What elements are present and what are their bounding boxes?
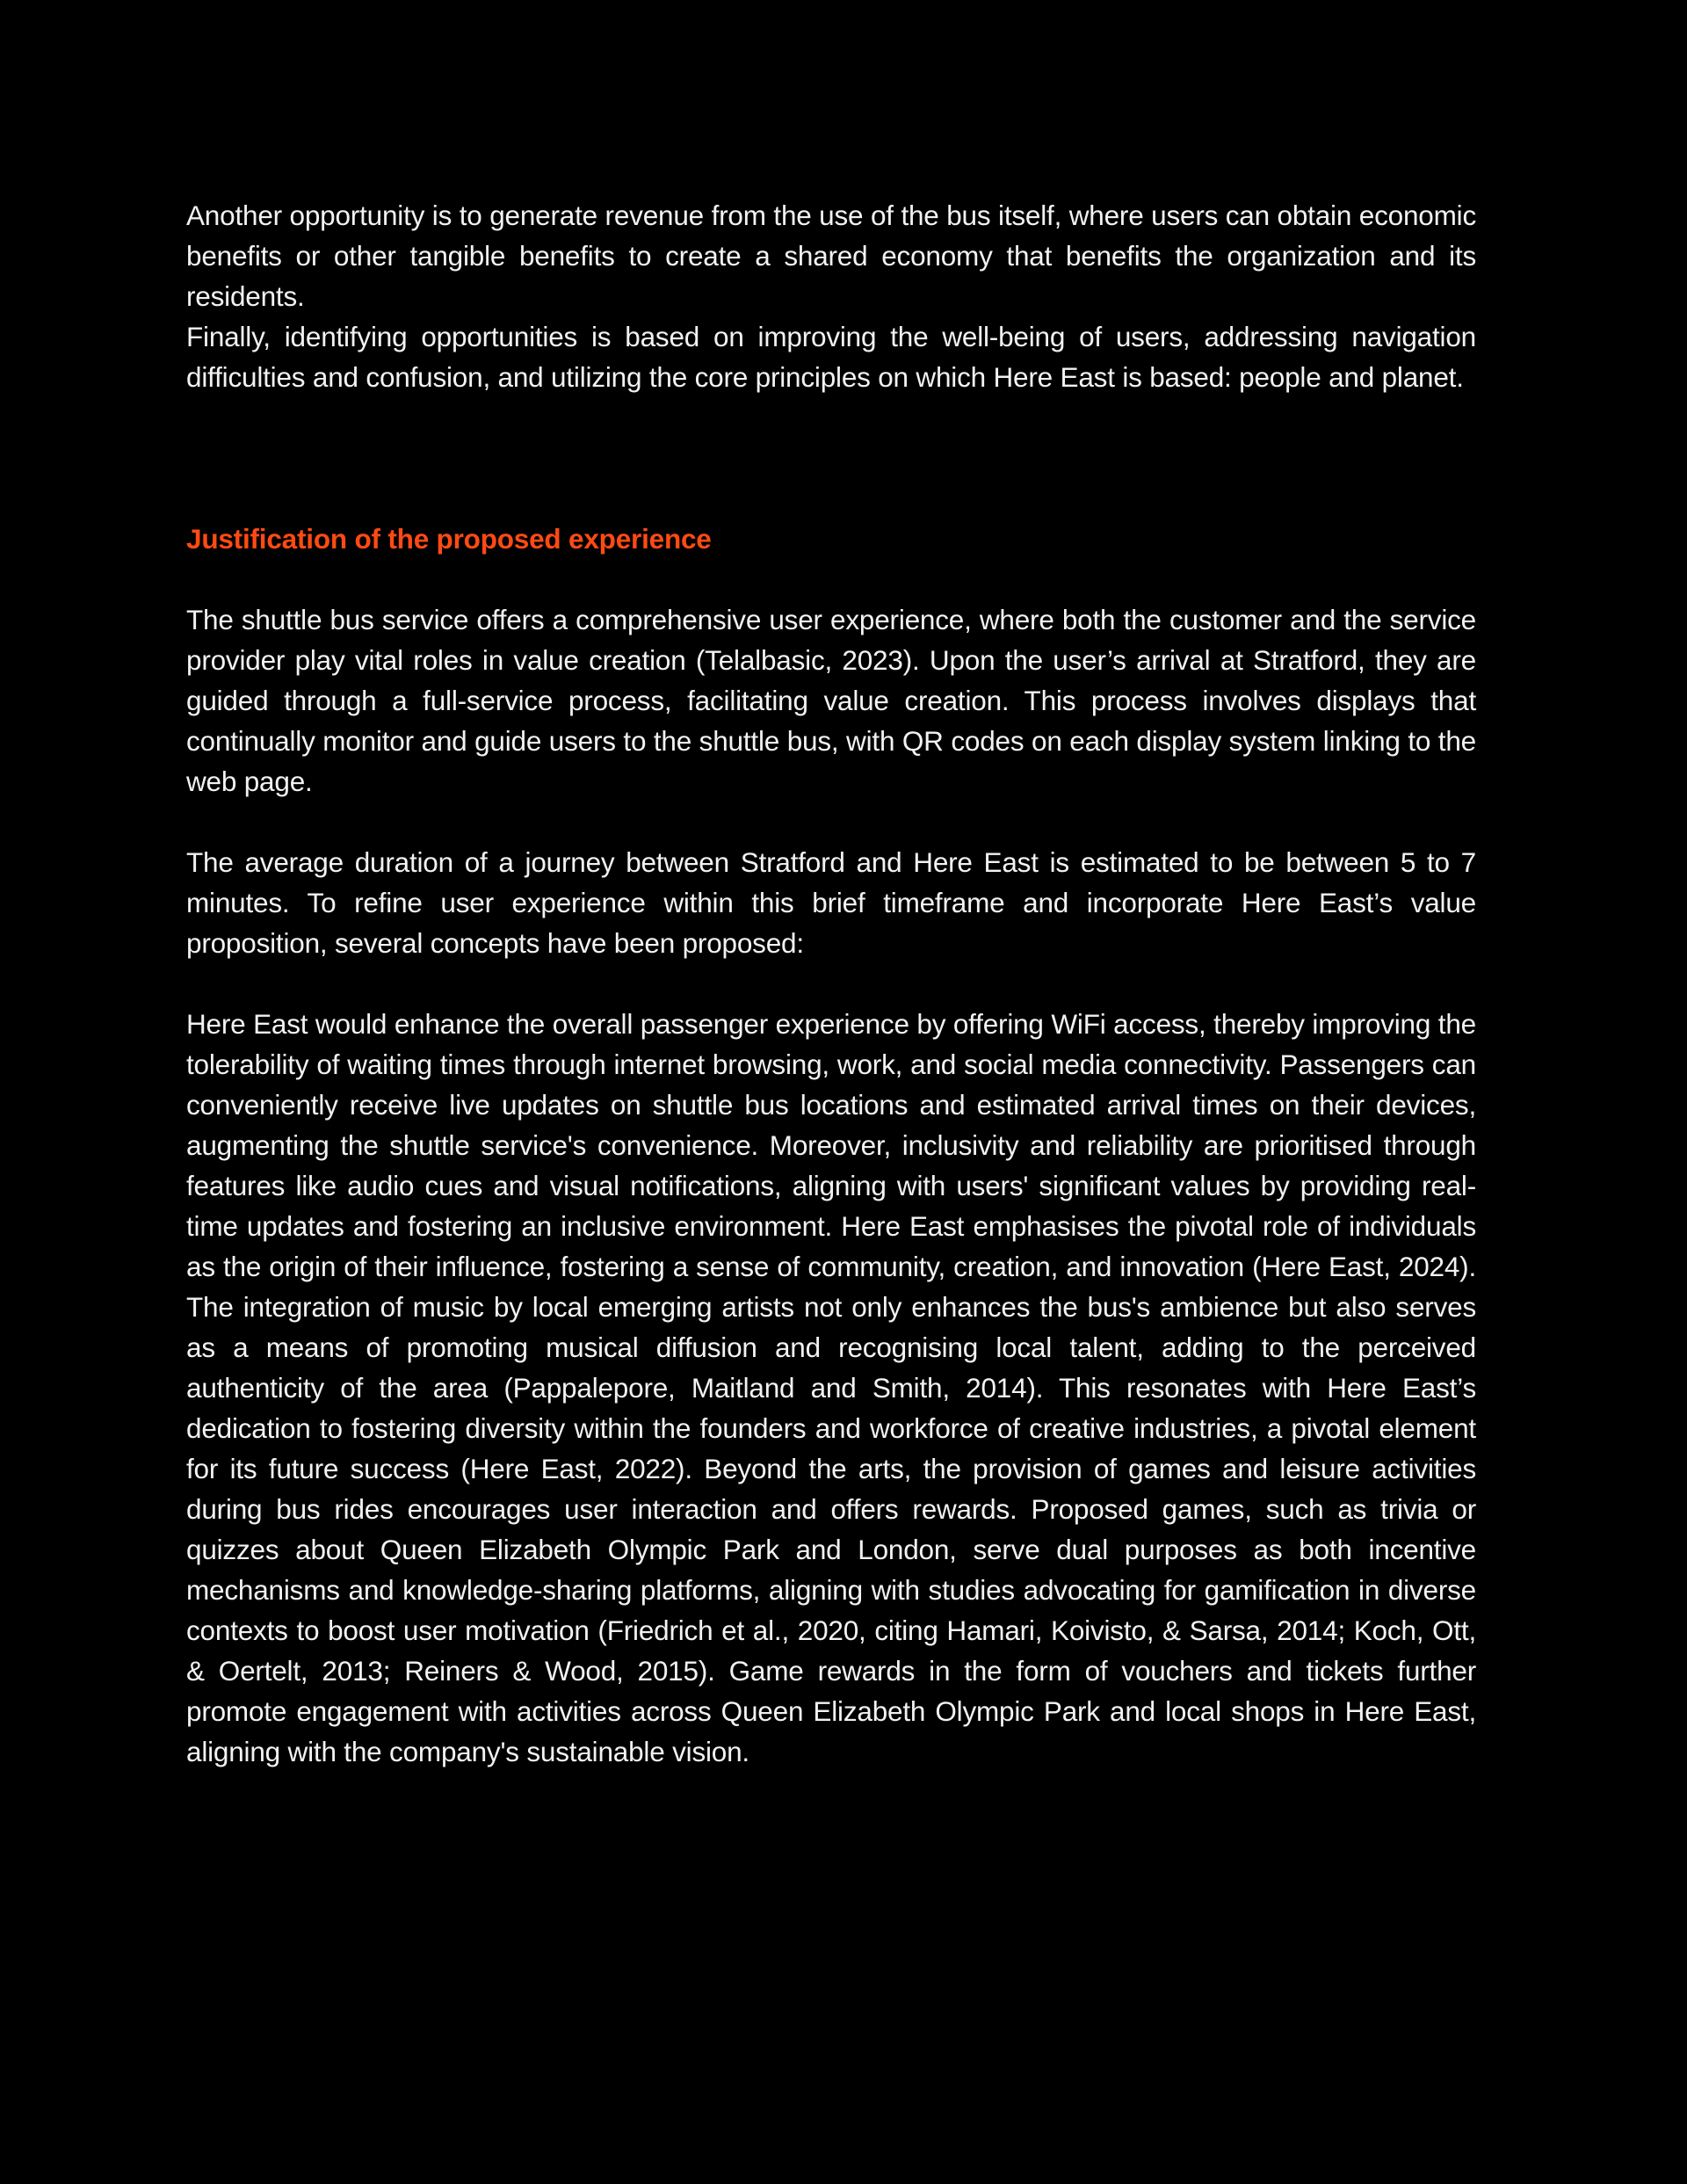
section-heading: Justification of the proposed experience — [186, 523, 712, 555]
body-paragraph-concepts: Here East would enhance the overall passenger experience by offering WiFi access, thereby improving the tolerability of waiting times through internet browsing, work, and social media connectivity. Passengers can conveniently receive live updates on shuttle bus locations and estimated arrival times on their devices, augmenting the shuttle service's convenience. Moreover, inclusivity and reliability are prioritised through features like audio cues and visual notifications, aligning with users' significant values by providing real-time updates and fostering an inclusive environment. Here East emphasises the pivotal role of individuals as the origin of their influence, fostering a sense of community, creation, and innovation (Here East, 2024). The integration of music by local emerging artists not only enhances the bus's ambience but also serves as a means of promoting musical diffusion and recognising local talent, adding to the perceived authenticity of the area (Pappalepore, Maitland and Smith, 2014). This resonates with Here East’s dedication to fostering diversity within the founders and workforce of creative industries, a pivotal element for its future success (Here East, 2022). Beyond the arts, the provision of games and leisure activities during bus rides encourages user interaction and offers rewards. Proposed games, such as trivia or quizzes about Queen Elizabeth Olympic Park and London, serve dual purposes as both incentive mechanisms and knowledge-sharing platforms, aligning with studies advocating for gamification in diverse contexts to boost user motivation (Friedrich et al., 2020, citing Hamari, Koivisto, & Sarsa, 2014; Koch, Ott, & Oertelt, 2013; Reiners & Wood, 2015). Game rewards in the form of vouchers and tickets further promote engagement with activities across Queen Elizabeth Olympic Park and local shops in Here East, aligning with the company's sustainable vision. — [186, 1008, 1476, 1767]
intro-paragraph-wellbeing: Finally, identifying opportunities is based on improving the well-being of users, addressing navigation difficulties and confusion, and utilizing the core principles on which Here East is based: people and planet. — [186, 321, 1476, 393]
body-paragraph-shuttle-service: The shuttle bus service offers a comprehensive user experience, where both the customer and the service provider play vital roles in value creation (Telalbasic, 2023). Upon the user’s arrival at Stratford, they are guided through a full-service process, facilitating value creation. This process involves displays that continually monitor and guide users to the shuttle bus, with QR codes on each display system linking to the web page. — [186, 604, 1476, 797]
document-page — [186, 195, 1476, 1772]
spacer — [186, 963, 1476, 1004]
spacer — [186, 397, 1476, 519]
spacer — [186, 559, 1476, 599]
intro-paragraph-revenue: Another opportunity is to generate revenue from the use of the bus itself, where users can obtain economic benefits or other tangible benefits to create a shared economy that benefits the organization and its residents. — [186, 200, 1476, 312]
spacer — [186, 802, 1476, 842]
body-paragraph-journey-duration: The average duration of a journey between Stratford and Here East is estimated to be between 5 to 7 minutes. To refine user experience within this brief timeframe and incorporate Here East’s value proposition, several concepts have been proposed: — [186, 846, 1476, 959]
